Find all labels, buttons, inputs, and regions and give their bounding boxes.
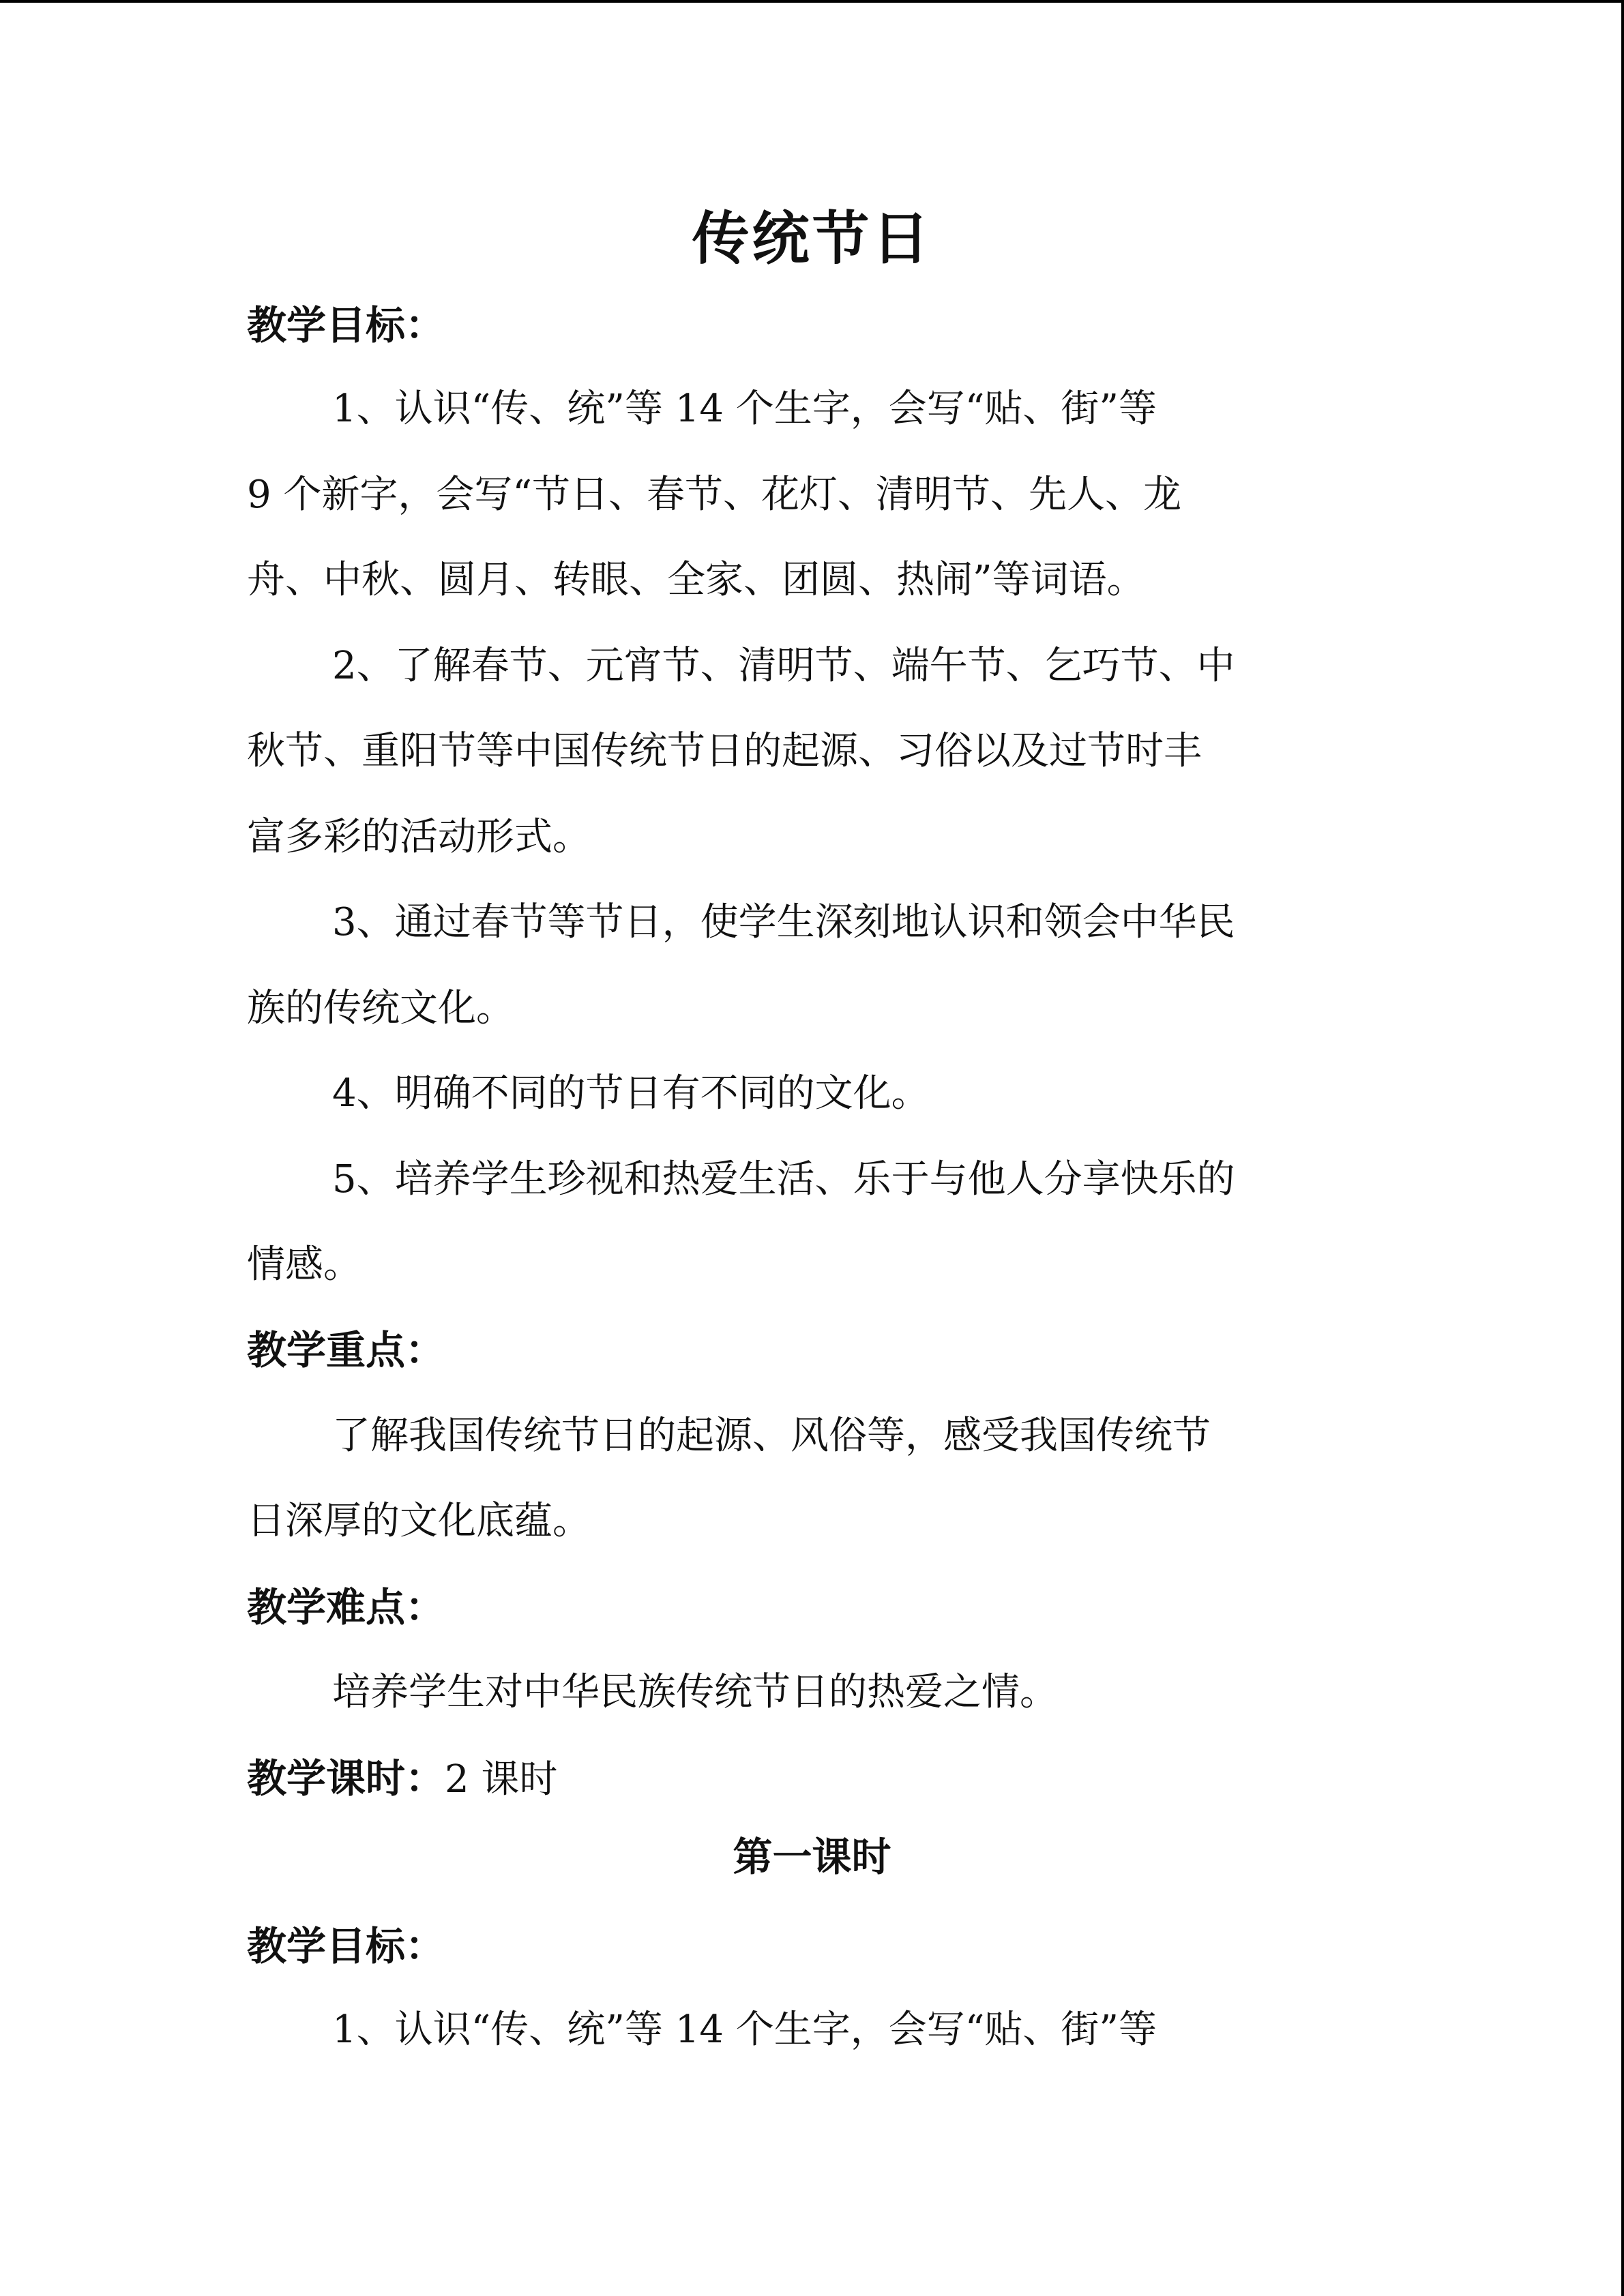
- page-top-border: [0, 0, 1624, 3]
- goal-2-line-1: 2、了解春节、元宵节、清明节、端午节、乞巧节、中: [332, 644, 1235, 688]
- difficulty-line-1: 培养学生对中华民族传统节日的热爱之情。: [332, 1670, 1058, 1714]
- key-line-1: 了解我国传统节日的起源、风俗等，感受我国传统节: [332, 1414, 1211, 1458]
- goals-heading: 教学目标：: [247, 302, 445, 348]
- periods-line: [247, 1751, 1379, 1807]
- goal-1-line-2: 9 个新字，会写“节日、春节、花灯、清明节、先人、龙: [247, 473, 1182, 517]
- key-heading: 教学重点：: [247, 1327, 445, 1373]
- periods-heading: 教学课时：: [247, 1755, 445, 1802]
- difficulty-heading: 教学难点：: [247, 1584, 445, 1630]
- goal-3-line-2: 族的传统文化。: [247, 986, 514, 1030]
- lesson1-goals-heading: 教学目标：: [247, 1923, 445, 1969]
- lesson1-goal-1: 1、认识“传、统”等 14 个生字，会写“贴、街”等: [332, 2008, 1157, 2052]
- goal-2-line-2: 秋节、重阳节等中国传统节日的起源、习俗以及过节时丰: [247, 729, 1202, 773]
- goal-3-line-1: 3、通过春节等节日，使学生深刻地认识和领会中华民: [332, 900, 1235, 944]
- goal-5-line-1: 5、培养学生珍视和热爱生活、乐于与他人分享快乐的: [332, 1157, 1235, 1202]
- lesson1-title: 第一课时: [733, 1834, 891, 1880]
- periods-value: 2 课时: [445, 1757, 558, 1802]
- goal-2-line-3: 富多彩的活动形式。: [247, 815, 591, 859]
- key-line-2: 日深厚的文化底蕴。: [247, 1499, 591, 1543]
- goal-1-line-1: 1、认识“传、统”等 14 个生字，会写“贴、街”等: [332, 387, 1157, 431]
- goal-5-line-2: 情感。: [247, 1242, 361, 1287]
- goal-4-line-1: 4、明确不同的节日有不同的文化。: [332, 1071, 930, 1116]
- document-title: 传统节日: [692, 205, 932, 272]
- goal-1-line-3: 舟、中秋、圆月、转眼、全家、团圆、热闹”等词语。: [247, 558, 1145, 602]
- page-right-border: [1621, 0, 1624, 2296]
